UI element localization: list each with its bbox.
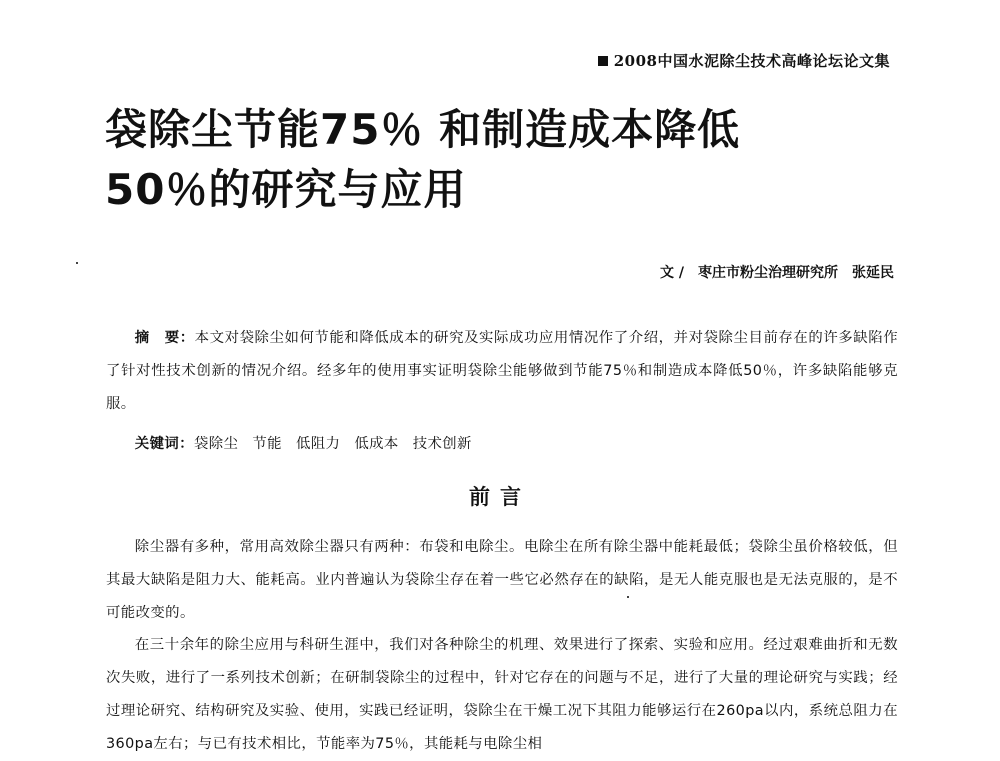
byline-prefix: 文 / (660, 265, 684, 281)
author-name: 张延民 (852, 265, 894, 281)
keyword-list (194, 436, 486, 452)
keyword-item: 节能 (252, 436, 282, 452)
paper-title (105, 100, 925, 220)
scan-speck (76, 262, 78, 264)
abstract-text: 本文对袋除尘如何节能和降低成本的研究及实际成功应用情况作了介绍，并对袋除尘目前存在的许多缺陷作了针对性技术创新的情况介绍。经多年的使用事实证明袋除尘能够做到节能75％和制造成本降低50％，许多缺陷能够克服。 (106, 330, 898, 412)
keyword-item: 袋除尘 (193, 436, 239, 452)
running-header (598, 50, 890, 71)
paragraph-text: 除尘器有多种，常用高效除尘器只有两种：布袋和电除尘。电除尘在所有除尘器中能耗最低；袋除尘虽价格较低，但其最大缺陷是阻力大、能耗高。业内普遍认为袋除尘存在着一些它必然存在的缺陷，是无人能克服也是无法克服的，是不可能改变的。 (106, 539, 898, 621)
keyword-item: 低成本 (354, 436, 399, 452)
collection-title: 2008中国水泥除尘技术高峰论坛论文集 (613, 52, 890, 70)
keyword-item: 技术创新 (412, 436, 472, 452)
keyword-item: 低阻力 (295, 436, 341, 452)
scan-speck (627, 596, 629, 598)
author-affiliation: 枣庄市粉尘治理研究所 (698, 265, 838, 281)
byline (660, 262, 894, 282)
keywords-label: 关键词： (134, 436, 194, 452)
paragraph-text: 在三十余年的除尘应用与科研生涯中，我们对各种除尘的机理、效果进行了探索、实验和应用。经过艰难曲折和无数次失败，进行了一系列技术创新；在研制袋除尘的过程中，针对它存在的问题与不足，进行了大量的理论研究与实践；经过理论研究、结构研究及实验、使用，实践已经证明，袋除尘在干燥工况下其阻力能够运行在260pa以内，系统总阻力在360pa左右；与已有技术相比，节能率为75％，其能耗与电除尘相 (106, 637, 898, 752)
section-heading: 前言 (469, 485, 531, 509)
keywords (106, 428, 898, 461)
abstract-label: 摘 要： (134, 330, 195, 346)
body-paragraph (106, 629, 898, 761)
abstract (106, 322, 898, 421)
square-bullet-icon (598, 56, 608, 66)
title-line-1: 袋除尘节能75％ 和制造成本降低 (105, 105, 741, 154)
body-paragraph (106, 531, 898, 630)
title-line-2: 50％的研究与应用 (105, 165, 467, 214)
